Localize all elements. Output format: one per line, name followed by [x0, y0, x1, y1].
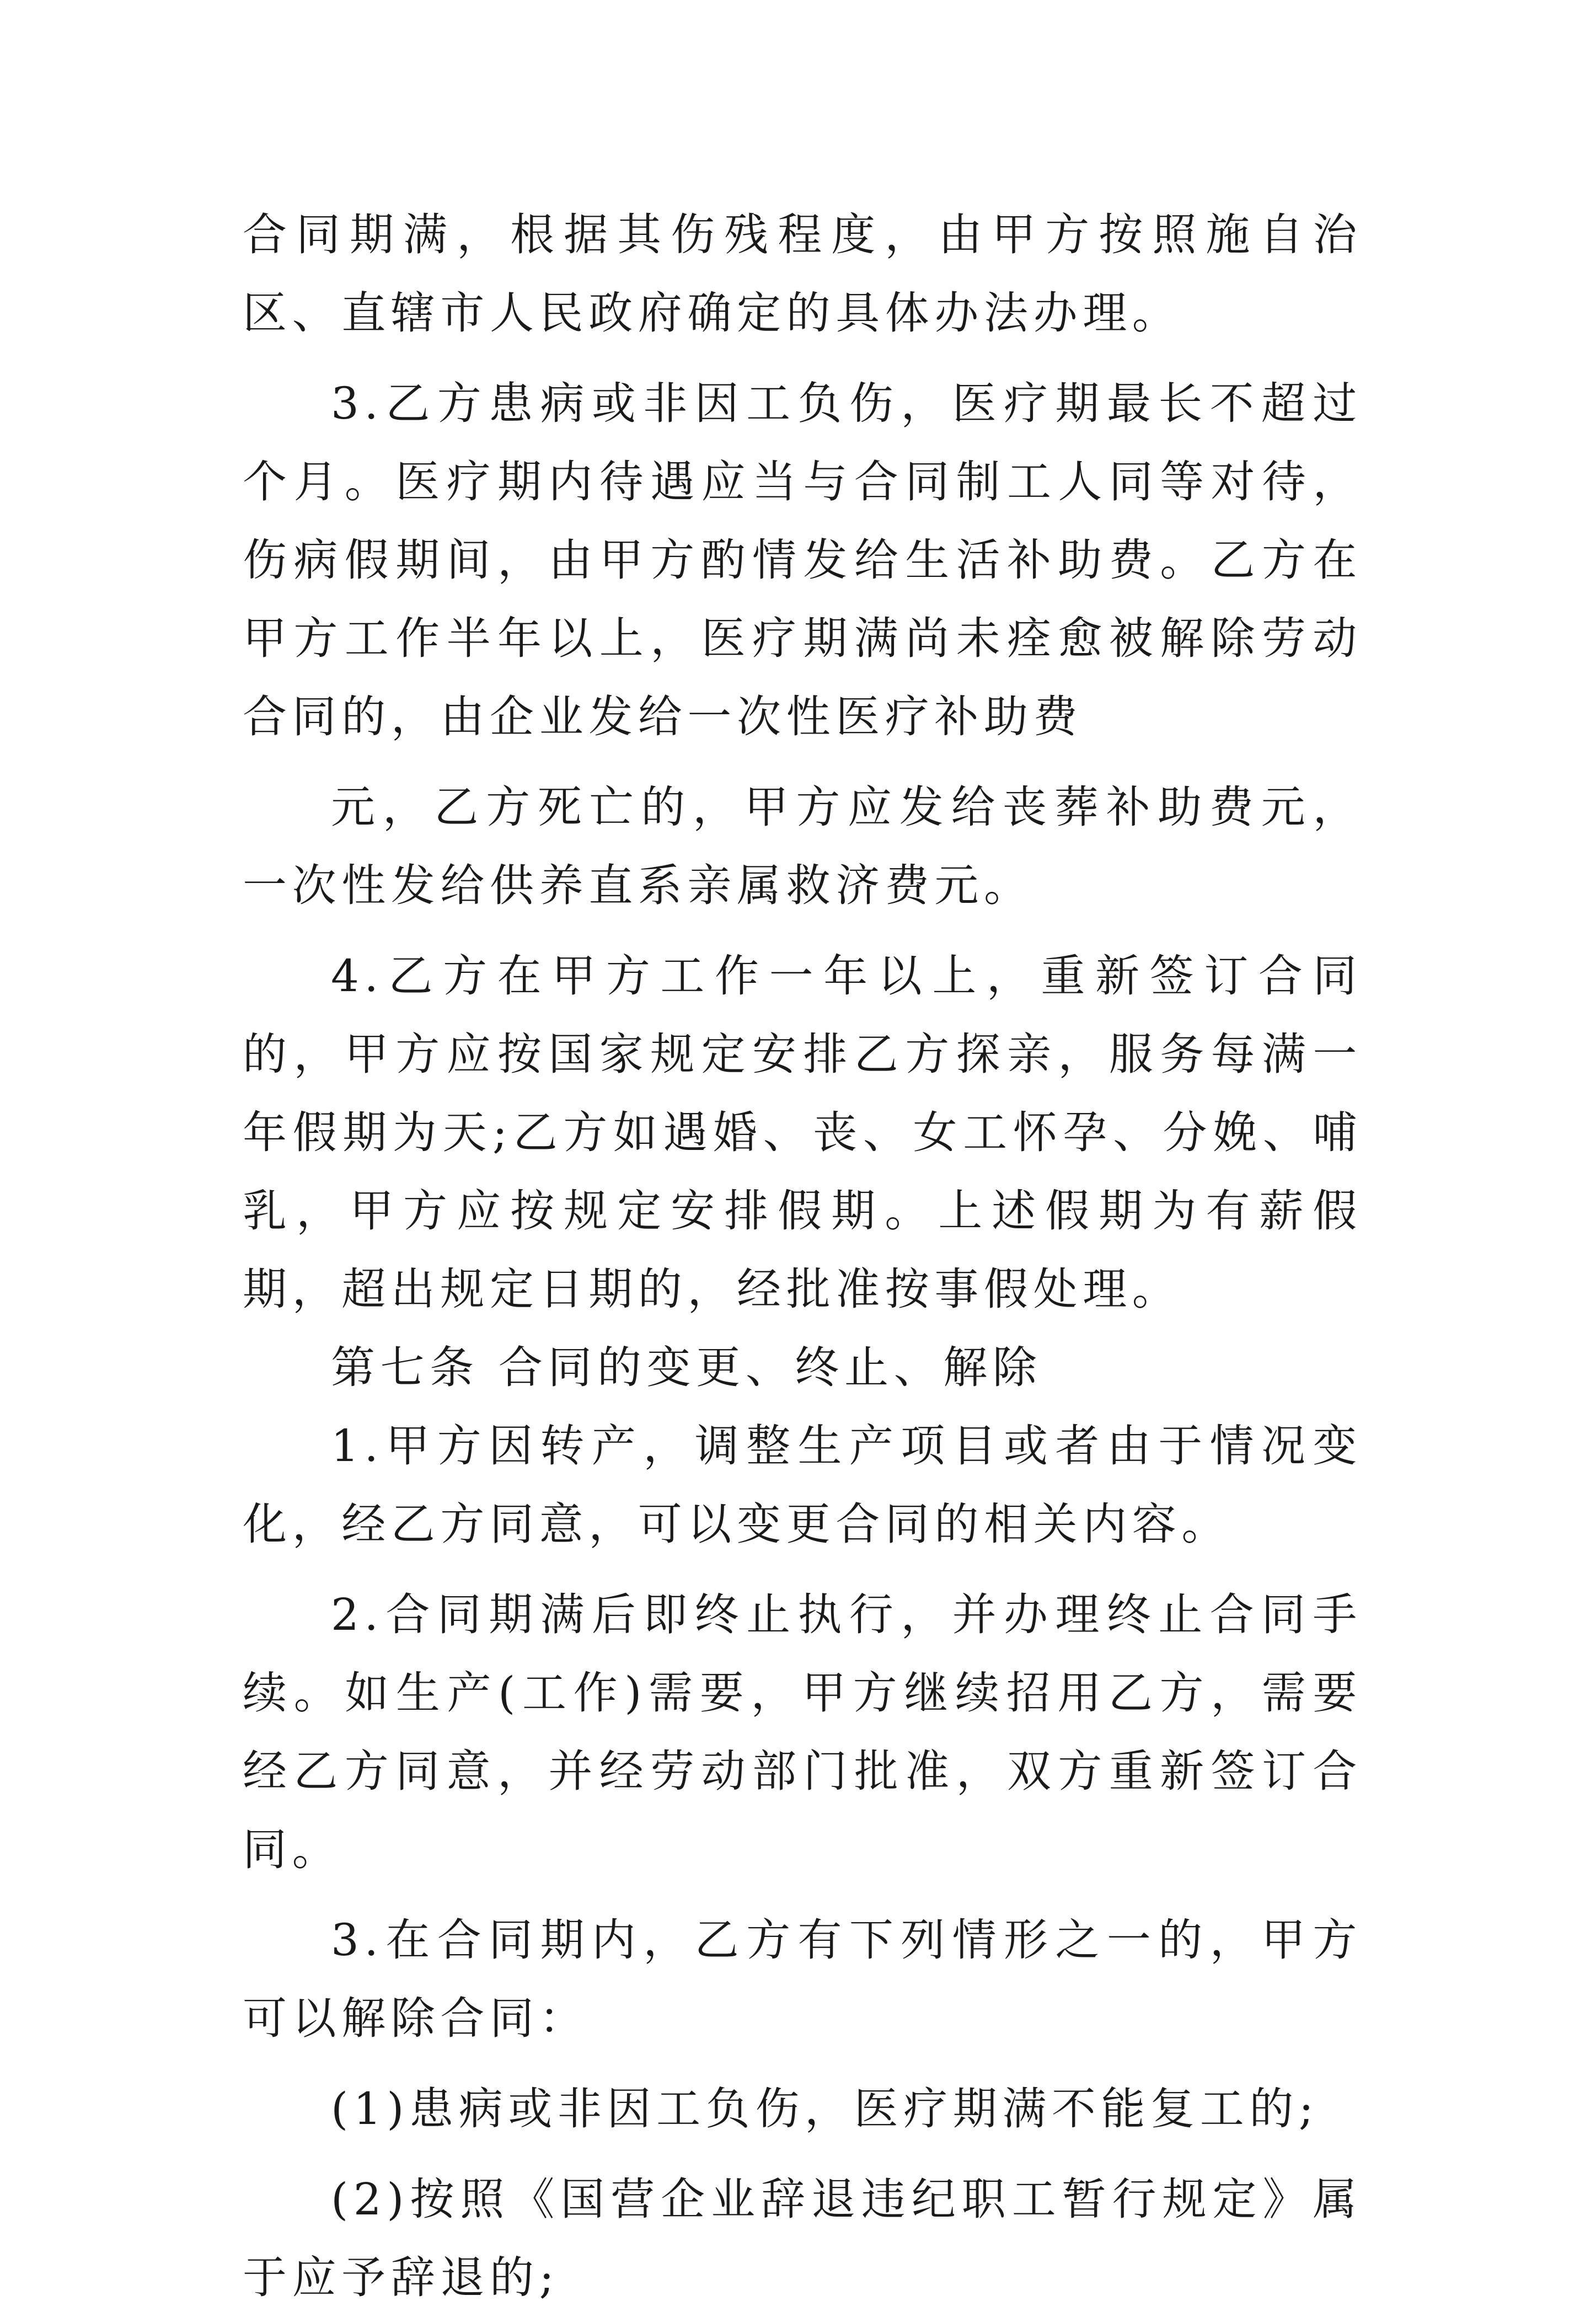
paragraph-6: 1.甲方因转产，调整生产项目或者由于情况变化，经乙方同意，可以变更合同的相关内容。 — [243, 1420, 1362, 1550]
document-body — [243, 196, 1362, 2317]
paragraph-1: 合同期满，根据其伤残程度，由甲方按照施自治区、直辖市人民政府确定的具体办法办理。 — [243, 209, 1362, 339]
section-heading: 第七条 合同的变更、终止、解除 — [331, 1342, 1042, 1393]
paragraph-4: 4.乙方在甲方工作一年以上，重新签订合同的，甲方应按国家规定安排乙方探亲，服务每满一年假期为天;乙方如遇婚、丧、女工怀孕、分娩、哺乳，甲方应按规定安排假期。上述假期为有薪假期，超出规定日期的，经批准按事假处理。 — [243, 950, 1362, 1315]
paragraph-3: 元，乙方死亡的，甲方应发给丧葬补助费元，一次性发给供养直系亲属救济费元。 — [243, 782, 1362, 911]
paragraph-2: 3.乙方患病或非因工负伤，医疗期最长不超过个月。医疗期内待遇应当与合同制工人同等对待，伤病假期间，由甲方酌情发给生活补助费。乙方在甲方工作半年以上，医疗期满尚未痊愈被解除劳动合同的，由企业发给一次性医疗补助费 — [243, 378, 1362, 742]
paragraph-8: 3.在合同期内，乙方有下列情形之一的，甲方可以解除合同： — [243, 1914, 1362, 2044]
list-item-2: (2)按照《国营企业辞退违纪职工暂行规定》属于应予辞退的; — [243, 2174, 1362, 2303]
list-item-1: (1)患病或非因工负伤，医疗期满不能复工的; — [331, 2083, 1319, 2134]
paragraph-7: 2.合同期满后即终止执行，并办理终止合同手续。如生产(工作)需要，甲方继续招用乙方，需要经乙方同意，并经劳动部门批准，双方重新签订合同。 — [243, 1589, 1362, 1875]
